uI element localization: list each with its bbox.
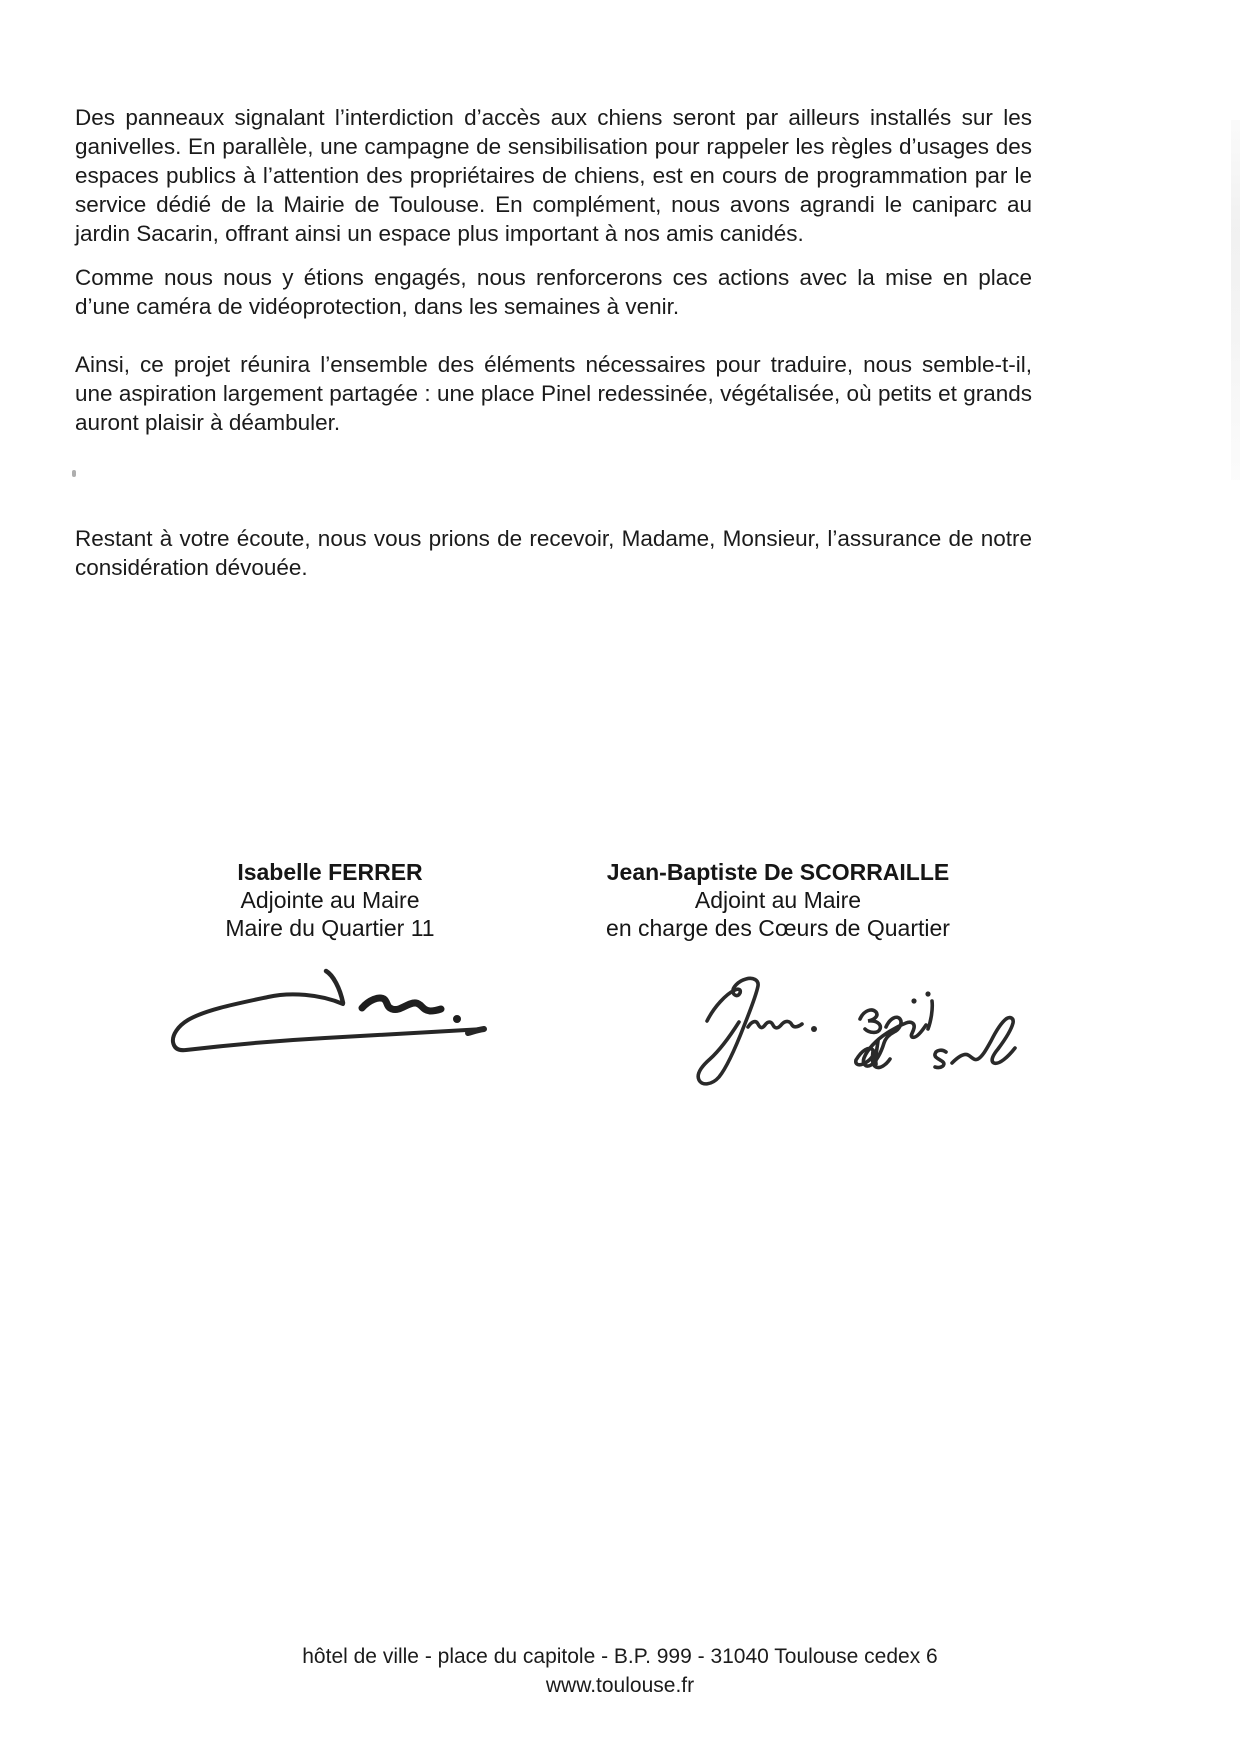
- paragraph-closing: Restant à votre écoute, nous vous prions de recevoir, Madame, Monsieur, l’assurance de notre considération dévouée.: [75, 526, 1032, 580]
- letter-body: [75, 103, 1032, 582]
- scan-artifact-edge: [1231, 120, 1240, 480]
- paragraph-camera: Comme nous nous y étions engagés, nous renforcerons ces actions avec la mise en place d’une caméra de vidéoprotection, dans les semaines à venir.: [75, 265, 1032, 319]
- footer-website: www.toulouse.fr: [545, 1674, 695, 1697]
- signatory-block-left: [130, 858, 530, 942]
- scan-artifact-dot: [72, 470, 76, 477]
- signature-jean-baptiste-image: [610, 963, 1020, 1108]
- signatory-block-right: [578, 858, 978, 942]
- paragraph-project: Ainsi, ce projet réunira l’ensemble des éléments nécessaires pour traduire, nous semble-t-il, une aspiration largement partagée : une place Pinel redessinée, végétalisée, où petits et grands auront plaisir à déambuler.: [75, 352, 1032, 435]
- paragraph-signage: Des panneaux signalant l’interdiction d’accès aux chiens seront par ailleurs installés sur les ganivelles. En parallèle, une campagne de sensibilisation pour rappeler les règles d’usages des espaces publics à l’attention des propriétaires de chiens, est en cours de programmation par le service dédié de la Mairie de Toulouse. En complément, nous avons agrandi le caniparc au jardin Sacarin, offrant ainsi un espace plus important à nos amis canidés.: [75, 105, 1032, 246]
- signatory-left-title1: Adjointe au Maire: [240, 887, 420, 913]
- signatory-right-name: Jean-Baptiste De SCORRAILLE: [606, 859, 950, 885]
- footer-address: hôtel de ville - place du capitole - B.P. 999 - 31040 Toulouse cedex 6: [302, 1645, 938, 1668]
- signature-isabelle-ferrer-image: [150, 958, 495, 1083]
- signatory-right-title2: en charge des Cœurs de Quartier: [606, 915, 950, 941]
- signatory-left-title2: Maire du Quartier 11: [225, 915, 435, 941]
- signatory-left-name: Isabelle FERRER: [237, 859, 423, 885]
- footer: [0, 1642, 1240, 1700]
- signatory-right-title1: Adjoint au Maire: [694, 887, 862, 913]
